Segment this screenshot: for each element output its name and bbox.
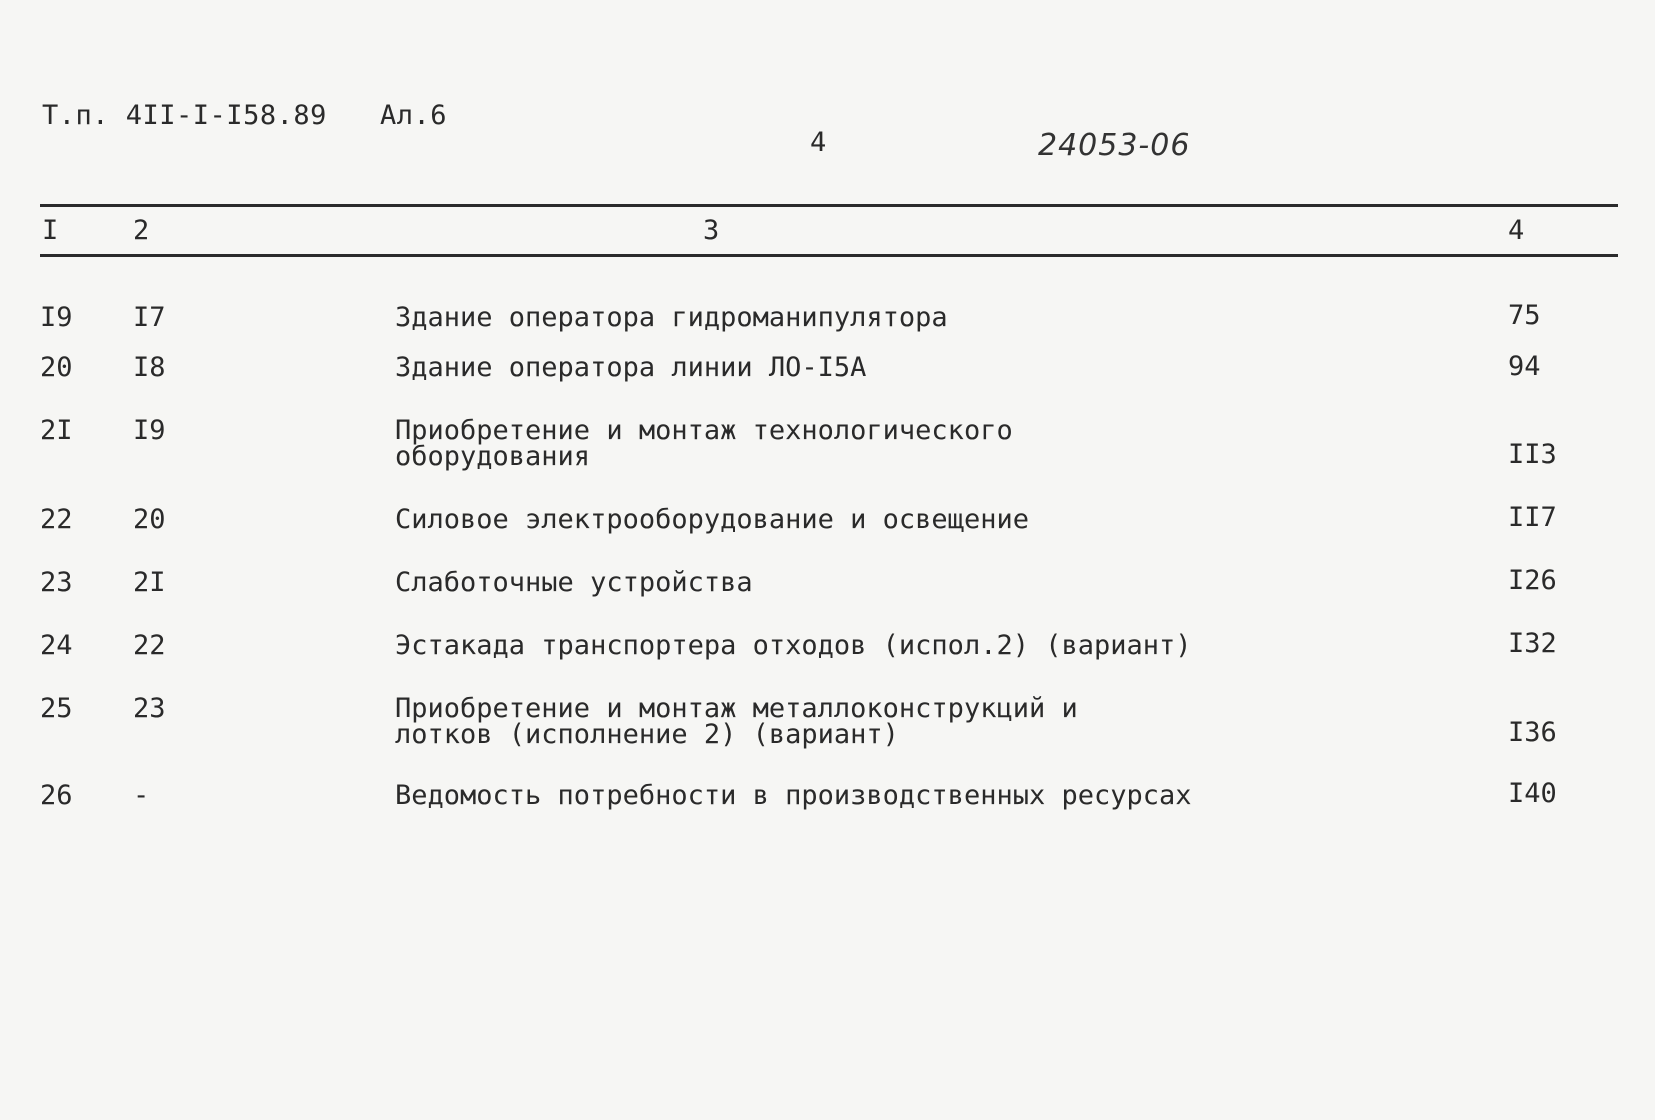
column-header-2: 2	[133, 215, 150, 246]
row-subnumber: -	[133, 780, 150, 811]
row-title: Ведомость потребности в производственных ресурсах	[395, 780, 1192, 811]
row-page: I32	[1508, 628, 1557, 659]
row-number: I9	[40, 302, 73, 333]
row-page: 94	[1508, 351, 1541, 382]
row-subnumber: 22	[133, 630, 166, 661]
row-number: 20	[40, 352, 73, 383]
row-title: Приобретение и монтаж технологического оборудования	[395, 415, 1013, 472]
row-title: Слаботочные устройства	[395, 567, 753, 598]
row-title: Здание оператора линии ЛО-I5А	[395, 352, 867, 383]
row-page: II3	[1508, 439, 1557, 470]
row-number: 25	[40, 693, 73, 724]
row-subnumber: 2I	[133, 567, 166, 598]
row-number: 24	[40, 630, 73, 661]
row-page: I26	[1508, 565, 1557, 596]
row-subnumber: I8	[133, 352, 166, 383]
row-page: II7	[1508, 502, 1557, 533]
row-number: 2I	[40, 415, 73, 446]
row-title: Приобретение и монтаж металлоконструкций и лотков (исполнение 2) (вариант)	[395, 693, 1078, 750]
row-page: I40	[1508, 778, 1557, 809]
row-title: Здание оператора гидроманипулятора	[395, 302, 948, 333]
album-label: Ал.6	[380, 100, 448, 131]
row-number: 26	[40, 780, 73, 811]
row-title: Силовое электрооборудование и освещение	[395, 504, 1029, 535]
column-header-1: I	[42, 215, 59, 246]
handwritten-doc-number: 24053-06	[1038, 128, 1191, 163]
project-code: Т.п. 4II-I-I58.89	[42, 100, 327, 131]
top-rule	[40, 204, 1618, 207]
row-page: 75	[1508, 300, 1541, 331]
header-bottom-rule	[40, 254, 1618, 257]
column-header-3: 3	[703, 215, 720, 246]
row-number: 23	[40, 567, 73, 598]
row-title: Эстакада транспортера отходов (испол.2) (вариант)	[395, 630, 1192, 661]
row-subnumber: I9	[133, 415, 166, 446]
row-subnumber: 20	[133, 504, 166, 535]
row-number: 22	[40, 504, 73, 535]
page-number: 4	[810, 127, 827, 158]
row-page: I36	[1508, 717, 1557, 748]
row-subnumber: 23	[133, 693, 166, 724]
row-subnumber: I7	[133, 302, 166, 333]
column-header-4: 4	[1508, 215, 1525, 246]
